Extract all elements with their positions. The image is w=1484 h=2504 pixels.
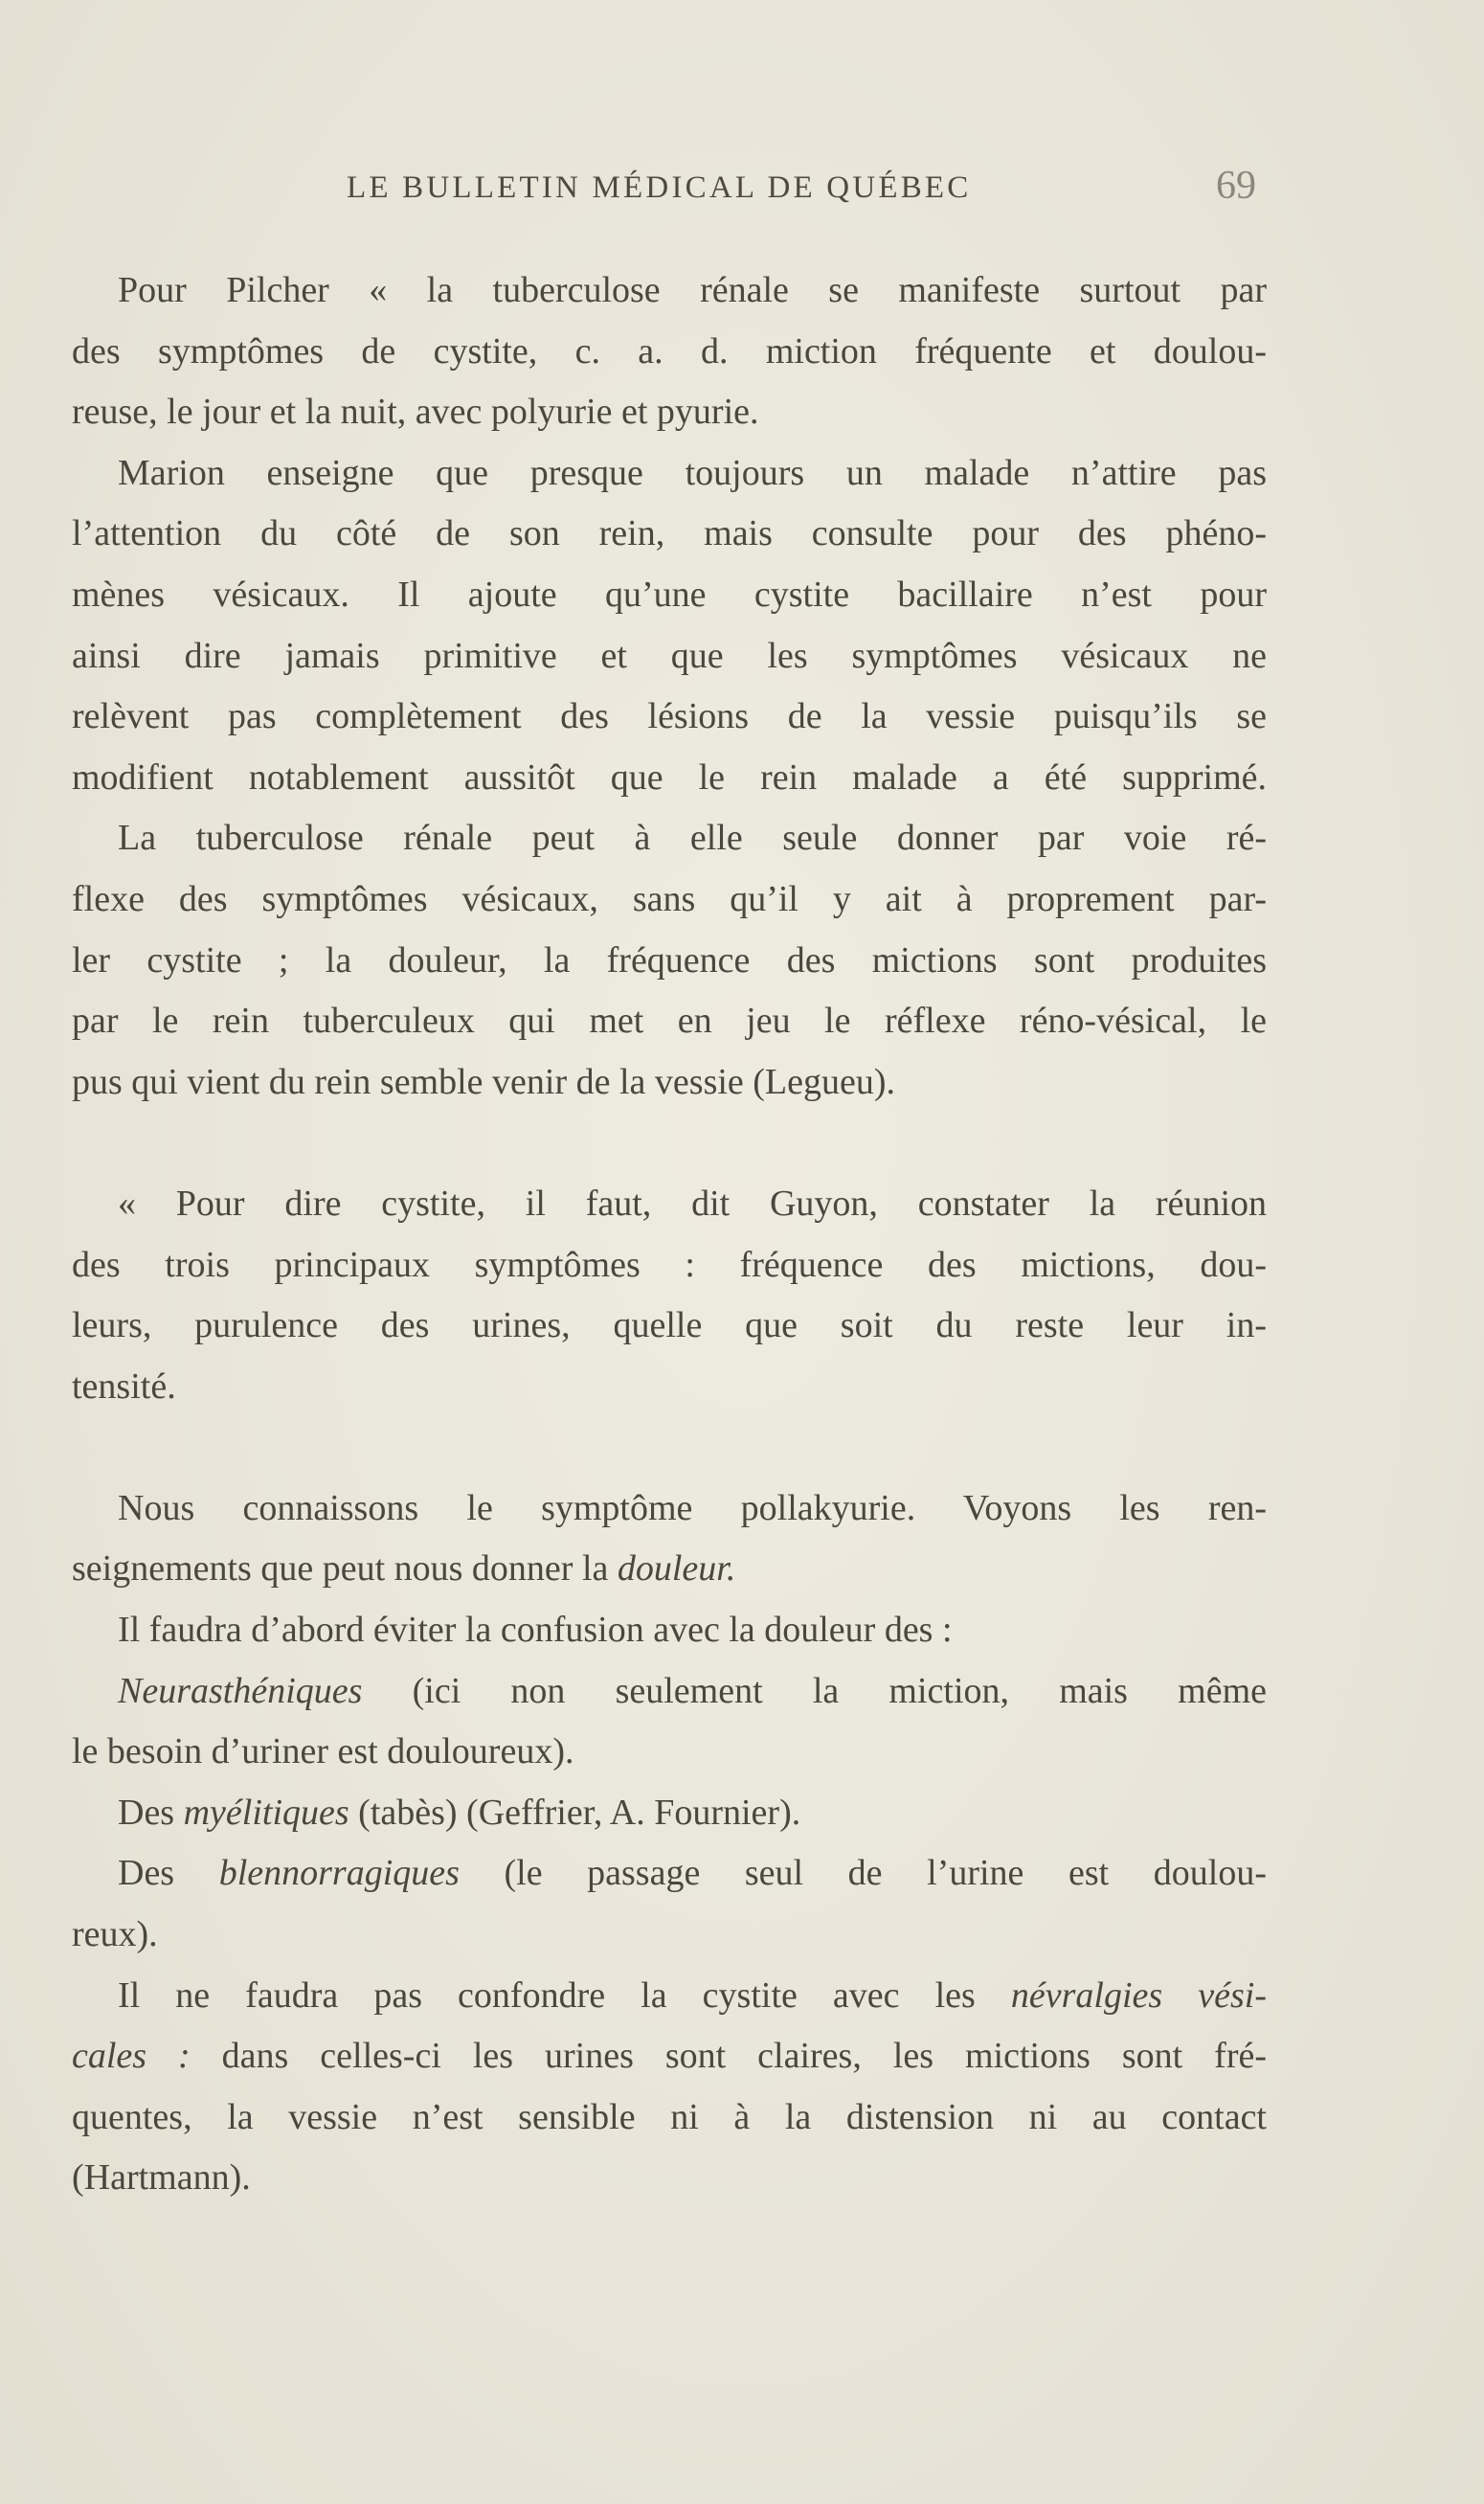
text-line: l’attention du côté de son rein, mais consulte pour des phéno- [72, 513, 1267, 554]
text-line [72, 1539, 1267, 1600]
text-run: dans celles-ci les urines sont claires, les mictions sont fré- [190, 2036, 1267, 2077]
text-line [72, 1966, 1267, 2027]
text-line: ler cystite ; la douleur, la fréquence des mictions sont produites [72, 939, 1267, 981]
text-run: Des [118, 1853, 219, 1894]
text-line: le besoin d’uriner est douloureux). [72, 1731, 574, 1772]
paragraph-guyon [72, 1174, 1267, 1417]
text-line: modifient notablement aussitôt que le rein malade a été supprimé. [72, 756, 1267, 798]
text-run: seignements que peut nous donner la [72, 1548, 618, 1590]
paragraph-tuberculose [72, 808, 1267, 1113]
text-line: mènes vésicaux. Il ajoute qu’une cystite bacillaire n’est pour [72, 574, 1267, 615]
paragraph-nevralgies [72, 1966, 1267, 2209]
text-run: (le passage seul de l’urine est doulou- [459, 1853, 1267, 1894]
text-line: Il faudra d’abord éviter la confusion avec la douleur des : [118, 1610, 953, 1651]
emphasis-nevralgies: névralgies vési- [1010, 1974, 1267, 2016]
emphasis-myelitiques: myélitiques [183, 1792, 349, 1833]
text-line: quentes, la vessie n’est sensible ni à la distension ni au contact [72, 2096, 1267, 2137]
page-header [0, 161, 1484, 209]
text-run: (tabès) (Geffrier, A. Fournier). [349, 1792, 801, 1833]
paragraph-blennorragiques [72, 1843, 1267, 1965]
text-line: ainsi dire jamais primitive et que les symptômes vésicaux ne [72, 635, 1267, 676]
text-line: (Hartmann). [72, 2157, 251, 2199]
paragraph-neurastheniques [72, 1661, 1267, 1783]
text-line [72, 1843, 1267, 1905]
text-line: Marion enseigne que presque toujours un malade n’attire pas [118, 452, 1267, 493]
emphasis-cales: cales : [72, 2036, 191, 2077]
text-line: « Pour dire cystite, il faut, dit Guyon, constater la réunion [118, 1183, 1267, 1224]
paragraph-pollakyurie [72, 1478, 1267, 1600]
text-line: leurs, purulence des urines, quelle que soit du reste leur in- [72, 1305, 1267, 1346]
paragraph-marion [72, 443, 1267, 809]
text-run: Des [118, 1792, 184, 1833]
emphasis-douleur: douleur. [617, 1548, 736, 1590]
text-run: (ici non seulement la miction, mais même [362, 1670, 1267, 1711]
paragraph-confusion [72, 1600, 1267, 1661]
text-line: des symptômes de cystite, c. a. d. miction fréquente et doulou- [72, 330, 1267, 372]
paragraph-pilcher [72, 260, 1267, 443]
emphasis-blennorragiques: blennorragiques [218, 1853, 460, 1894]
text-line: La tuberculose rénale peut à elle seule donner par voie ré- [118, 818, 1267, 859]
paragraph-gap [72, 1113, 1267, 1174]
paragraph-gap [72, 1417, 1267, 1478]
text-line: flexe des symptômes vésicaux, sans qu’il y ait à proprement par- [72, 878, 1267, 919]
text-line: pus qui vient du rein semble venir de la vessie (Legueu). [72, 1061, 896, 1102]
text-run: Il ne faudra pas confondre la cystite avec les [118, 1974, 1011, 2016]
text-line: relèvent pas complètement des lésions de la vessie puisqu’ils se [72, 696, 1267, 737]
text-line: reuse, le jour et la nuit, avec polyurie et pyurie. [72, 392, 759, 433]
text-line: Nous connaissons le symptôme pollakyurie. Voyons les ren- [118, 1487, 1267, 1528]
text-line: tensité. [72, 1365, 176, 1407]
page-number: 69 [1216, 164, 1256, 208]
text-line [72, 1783, 1267, 1844]
paragraph-myelitiques [72, 1783, 1267, 1844]
text-line: reux). [72, 1914, 158, 1955]
text-line: Pour Pilcher « la tuberculose rénale se manifeste surtout par [118, 270, 1267, 310]
text-line [72, 1661, 1267, 1723]
text-line: par le rein tuberculeux qui met en jeu le réflexe réno-vésical, le [72, 1001, 1267, 1042]
text-line: des trois principaux symptômes : fréquence des mictions, dou- [72, 1244, 1267, 1285]
emphasis-neurastheniques: Neurasthéniques [118, 1670, 363, 1711]
body-text [72, 260, 1267, 2209]
text-line [72, 2026, 1267, 2087]
running-title: LE BULLETIN MÉDICAL DE QUÉBEC [347, 170, 972, 205]
